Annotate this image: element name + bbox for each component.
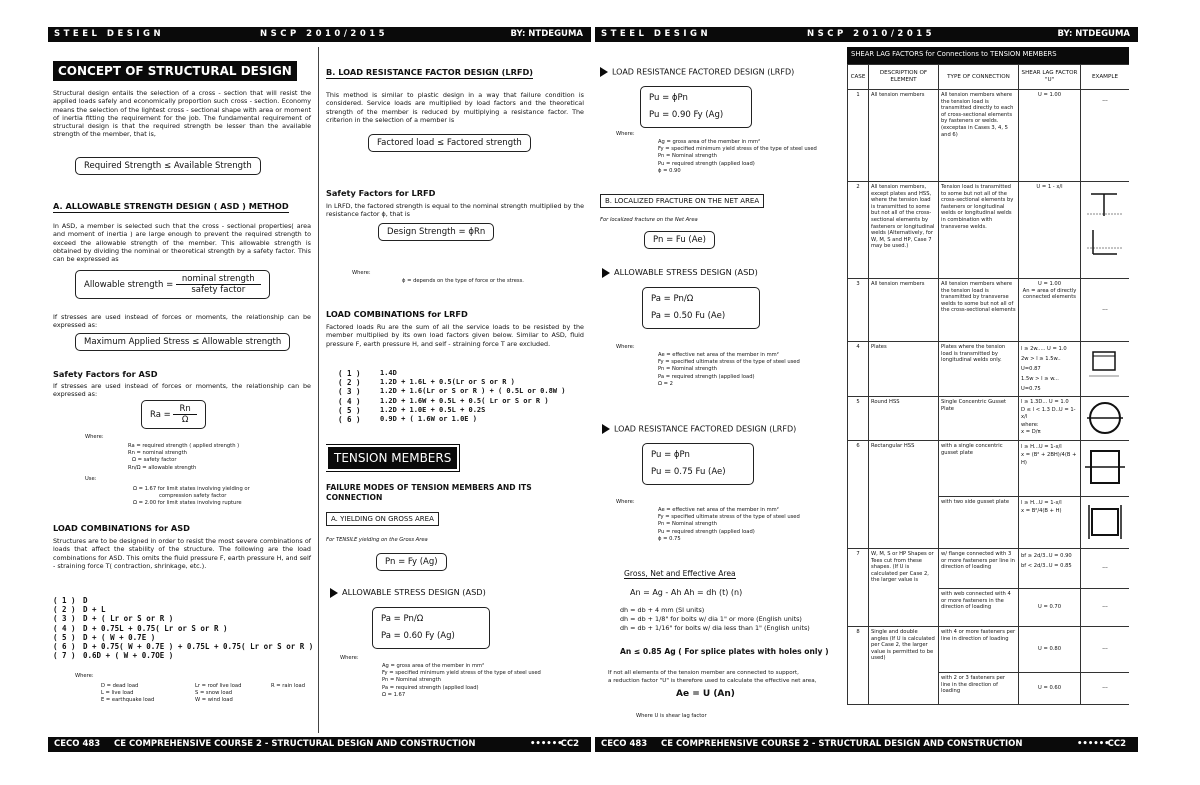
lc-number: ( 6 ) [338,415,361,425]
where-list-1 [658,139,817,175]
where-label: Where: [616,344,635,350]
legend-col-1 [101,683,154,705]
u-cell: l ≥ H...U = 1-x/l x = (B² + 2BH)/4(B + H) [1019,441,1081,497]
example-cell: --- [1081,90,1130,182]
asd-text: In ASD, a member is selected such that the cross - sectional properties( area and moment of inertia ) are large enough to prevent the required strength to exceed the allowable strength of the member. This allowable strength is obtained by dividing the nominal or theoretical strength by a safety factor. This can be expressed as [53,222,311,264]
asd-heading-right [602,267,758,278]
u-note [608,669,816,685]
use-label: Use: [85,476,97,482]
lc-asd-list [83,596,313,660]
description-cell: All tension members [869,279,939,342]
lrfd2-formula-box [642,443,754,485]
lc-item: D + ( W + 0.7E ) [83,632,156,642]
connection-cell: with a single concentric gusset plate [939,441,1019,497]
an-rule: An ≤ 0.85 Ag ( For splice plates with holes only ) [620,647,829,656]
lc-number: ( 5 ) [53,632,76,642]
required-strength-box: Required Strength ≤ Available Strength [75,157,261,175]
failure-modes-heading: FAILURE MODES OF TENSION MEMBERS AND ITS CONNECTION [326,483,532,502]
use-line: Ω = 2.00 for limit states involving rupture [133,500,242,507]
allowable-lhs: Allowable strength = [84,280,174,290]
lrfd1-formula-1: Pu = ϕPn [649,93,688,103]
footer-bar [48,737,591,752]
footer-bar [595,737,1138,752]
yielding-box: A. YIELDING ON GROSS AREA [326,512,439,526]
description-cell: Single and double angles (If U is calculated per Case 2, the larger value is permitted to be used) [869,627,939,705]
sf-lrfd-heading: Safety Factors for LRFD [326,188,436,198]
description-cell: W, M, S or HP Shapes or Tees cut from these shapes. (If U is calculated per Case 2, the larger value is [869,549,939,627]
page-title: CONCEPT OF STRUCTURAL DESIGN [53,61,297,81]
example-cell [1081,497,1130,549]
example-cell [1081,182,1130,279]
where-line: Pn = Nominal strength [658,153,717,160]
table-row [848,549,1130,589]
table-caption: SHEAR LAG FACTORS for Connections to TENSION MEMBERS [847,47,1129,64]
ra-denominator: Ω [181,415,189,425]
arrow-icon [602,424,610,434]
where-list-3 [658,507,800,543]
header-right: BY: NTDEGUMA [1057,29,1130,39]
legend-col-3 [271,683,305,690]
column-fracture [600,51,844,731]
lc-number: ( 3 ) [338,387,361,397]
description-cell: All tension members [869,90,939,182]
asd-heading-text: ALLOWABLE STRESS DESIGN (ASD) [342,587,486,597]
where-line: Pa = required strength (applied load) [382,684,479,691]
where-line: Fy = specified ultimate stress of the type of steel used [658,514,800,521]
legend-item: E = earthquake load [101,697,155,704]
asd-heading-mid [330,587,486,598]
legend-item: S = snow load [195,690,233,697]
allowable-strength-formula [75,270,270,299]
lc-number: ( 3 ) [53,614,76,624]
ra-lhs: Ra = [150,410,171,420]
case-cell: 8 [848,627,869,705]
description-cell: Round HSS [869,397,939,441]
example-cell [1081,342,1130,397]
safety-factors-asd-heading: Safety Factors for ASD [53,369,158,379]
lc-number: ( 4 ) [53,623,76,633]
footer-course-title: CE COMPREHENSIVE COURSE 2 - STRUCTURAL DESIGN AND CONSTRUCTION [114,739,476,749]
where-list [128,443,239,472]
arrow-icon [602,268,610,278]
u-cell: U = 0.60 [1019,673,1081,705]
description-cell: All tension members, except plates and HSS, where the tension load is transmitted to some but not all of the cross-sectional elements by fasteners or longitudinal welds (Alternatively, for W, M, S and HP, Case 7 may be used.) [869,182,939,279]
gne-formula: An = Ag - Ah Ah = dh (t) (n) [630,588,743,597]
lrfd1-heading-text: LOAD RESISTANCE FACTORED DESIGN (LRFD) [612,67,795,77]
sf-lrfd-text: In LRFD, the factored strength is equal to the nominal strength multiplied by the resistance factor ϕ, that is [326,202,584,219]
phi-note: ϕ = depends on the type of force or the stress. [402,278,524,284]
column-header: TYPE OF CONNECTION [939,65,1019,90]
header-center: NSCP 2010/2015 [807,29,936,39]
column-concept [53,51,313,731]
u-note-line: a reduction factor "U" is therefore used to calculate the effective net area, [608,678,817,684]
dh-list [620,606,810,633]
table-row [848,182,1130,279]
connection-cell: with 4 or more fasteners per line in direction of loading [939,627,1019,673]
where-line: Rn/Ω = allowable strength [128,464,197,471]
allowable-numerator: nominal strength [176,274,261,285]
case-cell: 5 [848,397,869,441]
legend-item: W = wind load [195,697,233,704]
case-cell: 1 [848,90,869,182]
lrfd2-heading [602,424,796,434]
case-cell: 7 [848,549,869,627]
u-where: Where U is shear lag factor [636,713,707,719]
example-cell: --- [1081,279,1130,342]
where-line: Fy = specified ultimate stress of the type of steel used [658,359,800,366]
sf-note: If stresses are used instead of forces or moments, the relationship can be expressed as: [53,382,311,399]
asd-heading: A. ALLOWABLE STRENGTH DESIGN ( ASD ) METHOD [53,201,289,211]
u-cell: U = 1 - x/l [1019,182,1081,279]
where-label: Where: [352,270,371,276]
lc-item: D + 0.75( W + 0.7E ) + 0.75L + 0.75( Lr or S or R ) [83,642,313,652]
lc-number: ( 4 ) [338,396,361,406]
asd-right-formula-1: Pa = Pn/Ω [651,294,694,304]
legend-item: L = live load [101,690,134,697]
round-hss-diagram-icon [1083,399,1127,437]
connection-cell: with web connected with 4 or more fasteners in the direction of loading [939,589,1019,627]
where-line: Pu = required strength (applied load) [658,528,755,535]
where-line: Pn = Nominal strength [658,366,717,373]
table-row [848,342,1130,397]
where-line: Ra = required strength ( applied strength ) [128,443,240,449]
ra-numerator: Rn [173,404,196,415]
net-area-box: B. LOCALIZED FRACTURE ON THE NET AREA [600,194,764,208]
shear-lag-section [847,47,1129,731]
table-row [848,397,1130,441]
lc-number: ( 6 ) [53,642,76,652]
example-cell: --- [1081,627,1130,673]
case-cell: 6 [848,441,869,549]
fracture-note: For localized fracture on the Net Area [600,217,698,223]
where-label: Where: [340,655,359,661]
legend-item: R = rain load [271,683,306,689]
arrow-icon [600,67,608,77]
example-cell [1081,441,1130,497]
max-stress-box: Maximum Applied Stress ≤ Allowable strength [75,333,290,351]
where-line: Pu = required strength (applied load) [658,160,755,167]
asd-formula-1: Pa = Pn/Ω [381,614,424,624]
where-line: Pn = Nominal strength [658,521,717,528]
plate-weld-diagram-icon [1083,344,1127,382]
asd-right-formula-box [642,287,760,329]
legend-item: D = dead load [101,683,139,689]
where-line: Rn = nominal strength [128,450,187,457]
column-divider [318,47,319,733]
lc-asd-numbers [53,596,76,660]
column-header: DESCRIPTION OF ELEMENT [869,65,939,90]
lc-number: ( 2 ) [53,605,76,615]
connection-cell: with two side gusset plate [939,497,1019,549]
u-cell: l ≥ 1.3D... U = 1.0 D ≤ l < 1.3 D..U = 1-x/l where: x = D/π [1019,397,1081,441]
column-lrfd [326,51,588,731]
asd-heading-right-text: ALLOWABLE STRESS DESIGN (ASD) [614,267,758,277]
footer-page: CC2 [560,739,579,749]
legend-item: Lr = roof live load [195,683,242,689]
lc-lrfd-numbers [338,369,361,424]
where-label: Where: [616,131,635,137]
lc-asd-heading: LOAD COMBINATIONS for ASD [53,523,190,533]
where-line: Fy = specified minimum yield stress of the type of steel used [658,146,817,153]
footer-dots: •••••• [1077,739,1110,749]
connection-cell: All tension members where the tension load is transmitted directly to each of cross-sectional elements by fasteners or welds. (exceptas in Cases 3, 4, 5 and 6) [939,90,1019,182]
u-cell: l ≥ 2w..... U = 1.0 2w > l ≥ 1.5w.. U=0.87 1.5w > l ≥ w... U=0.75 [1019,342,1081,397]
where-line: Ω = 2 [658,380,673,387]
allowable-fraction [176,274,261,295]
lrfd2-formula-2: Pu = 0.75 Fu (Ae) [651,467,726,477]
footer-course-title: CE COMPREHENSIVE COURSE 2 - STRUCTURAL DESIGN AND CONSTRUCTION [661,739,1023,749]
rect-hss-two-gusset-icon [1083,499,1127,543]
connection-cell: with 2 or 3 fasteners per line in the direction of loading [939,673,1019,705]
lrfd2-formula-1: Pu = ϕPn [651,450,690,460]
where-list-2 [658,352,800,388]
left-page [48,27,591,760]
legend-col-2 [195,683,241,705]
lrfd1-formula-2: Pu = 0.90 Fy (Ag) [649,110,724,120]
footer-page: CC2 [1107,739,1126,749]
where-line: ϕ = 0.75 [658,535,681,542]
dh-line: dh = db + 4 mm (SI units) [620,606,705,614]
lc-item: 1.2D + 1.0E + 0.5L + 0.2S [380,405,486,414]
ra-fraction [173,404,196,425]
lc-lrfd-list [380,369,565,424]
where-line: Ω = safety factor [132,457,177,464]
pn-fy-box: Pn = Fy (Ag) [376,553,447,571]
use-list [133,486,250,508]
lrfd-text: This method is similar to plastic design in a way that failure condition is considered. Service loads are multiplied by load factors and the theoretical strength of the member is reduced by multiplying a resistance factor. The criterion in the selection of a member is [326,91,584,124]
lc-number: ( 1 ) [338,369,361,378]
where-list-mid [382,663,541,699]
design-strength-box: Design Strength = ϕRn [378,223,494,241]
lrfd-heading: B. LOAD RESISTANCE FACTOR DESIGN (LRFD) [326,67,534,77]
lc-item: 1.4D [380,369,397,377]
lc-item: 1.2D + 1.6(Lr or S or R ) + ( 0.5L or 0.8W ) [380,387,566,396]
column-header: EXAMPLE [1081,65,1130,90]
lc-item: 1.2D + 1.6W + 0.5L + 0.5( Lr or S or R ) [380,396,549,405]
yield-note: For TENSILE yielding on the Gross Area [326,537,428,543]
lc-item: D + L [83,605,106,615]
example-cell: --- [1081,589,1130,627]
intro-text: Structural design entails the selection of a cross - section that will resist the applied loads safely and economically proportion such cross - section. Economy means the selection of the lightest cross - sectional shape with area or moment of inertia fitting the requirement for the job. The fundamental requirement of structural design is that the required strength be lesser than the available strength of the member, that is, [53,89,311,139]
table-row [848,279,1130,342]
connection-cell: Plates where the tension load is transmitted by longitudinal welds only. [939,342,1019,397]
column-header: SHEAR LAG FACTOR "U" [1019,65,1081,90]
lc-lrfd-text: Factored loads Ru are the sum of all the service loads to be resisted by the member multiplied by its own load factors given below. Similar to ASD, fluid pressure F, earth pressure H, and self - straining force T are excluded. [326,323,584,348]
header-left: STEEL DESIGN [54,29,165,39]
lc-number: ( 5 ) [338,405,361,415]
footer-dots: •••••• [530,739,563,749]
lc-item: D + ( Lr or S or R ) [83,614,174,624]
where-line: Ω = 1.67 [382,691,406,698]
lc-lrfd-heading: LOAD COMBINATIONS for LRFD [326,309,468,319]
lc-item: 1.2D + 1.6L + 0.5(Lr or S or R ) [380,378,515,387]
table-header-row [848,65,1130,90]
lc-item: 0.9D + ( 1.6W or 1.0E ) [380,415,477,424]
connection-cell: Single Concentric Gusset Plate [939,397,1019,441]
u-cell: U = 0.70 [1019,589,1081,627]
header-left: STEEL DESIGN [601,29,712,39]
header-center: NSCP 2010/2015 [260,29,389,39]
ra-formula [141,400,206,429]
example-cell: --- [1081,549,1130,589]
lc-item: D [83,596,88,605]
footer-course-code: CECO 483 [601,739,648,749]
lc-number: ( 1 ) [53,596,76,605]
u-cell: U = 1.00 An = area of directly connected elements [1019,279,1081,342]
case-cell: 2 [848,182,869,279]
case-cell: 4 [848,342,869,397]
lrfd1-formula-box [640,86,752,128]
rect-hss-single-gusset-icon [1083,443,1127,491]
lrfd2-heading-text: LOAD RESISTANCE FACTORED DESIGN (LRFD) [614,424,797,434]
where-line: Ag = gross area of the member in mm² [658,139,761,145]
where-line: Ae = effective net area of the member in mm² [658,352,779,358]
where-label: Where: [616,499,635,505]
connection-cell: All tension members where the tension load is transmitted by transverse welds to some but not all of the cross-sectional elements [939,279,1019,342]
gne-heading: Gross, Net and Effective Area [624,569,736,578]
u-cell: U = 0.80 [1019,627,1081,673]
use-line: Ω = 1.67 for limit states involving yielding or [133,486,250,492]
description-cell: Plates [869,342,939,397]
example-cell [1081,397,1130,441]
stress-note: If stresses are used instead of forces or moments, the relationship can be expressed as: [53,313,311,330]
where-line: Fy = specified minimum yield stress of the type of steel used [382,670,541,677]
example-cell: --- [1081,673,1130,705]
connection-cell: Tension load is transmitted to some but not all of the cross-sectional elements by fasteners or longitudinal welds or longitudinal welds in combination with transverse welds. [939,182,1019,279]
u-cell: bf ≥ 2d/3..U = 0.90 bf < 2d/3..U = 0.85 [1019,549,1081,589]
lc-item: D + 0.75L + 0.75( Lr or S or R ) [83,623,228,633]
connection-cell: w/ flange connected with 3 or more fasteners per line in direction of loading [939,549,1019,589]
u-note-line: If not all elements of the tension member are connected to support, [608,670,799,676]
u-cell: l ≥ H...U = 1-x/l x = B²/4(B + H) [1019,497,1081,549]
lc-number: ( 7 ) [53,651,76,661]
asd-formula-box [372,607,490,649]
lc-asd-text: Structures are to be designed in order to resist the most severe combinations of loads that affect the stability of the structure. The following are the load combinations for ASD. This omits the fluid pressure F, earth pressure H, and self - straining force T( contraction, shrinkage, etc.). [53,537,311,570]
column-header: CASE [848,65,869,90]
ae-formula: Ae = U (An) [676,689,735,699]
description-cell: Rectangular HSS [869,441,939,549]
lc-number: ( 2 ) [338,378,361,388]
dh-line: dh = db + 1/16" for bolts w/ dia less than 1" (English units) [620,624,810,632]
table-row [848,627,1130,673]
table-row [848,441,1130,497]
asd-right-formula-2: Pa = 0.50 Fu (Ae) [651,311,726,321]
allowable-denominator: safety factor [191,285,246,295]
where-label: Where: [85,434,104,440]
dh-line: dh = db + 1/8" for bolts w/ dia 1" or more (English units) [620,615,802,623]
where-line: Pa = required strength (applied load) [658,373,755,380]
where-line: ϕ = 0.90 [658,167,681,174]
tee-angle-diagram-icon [1083,184,1127,264]
asd-formula-2: Pa = 0.60 Fy (Ag) [381,631,455,641]
use-line: compression safety factor [159,493,227,500]
legend-where: Where: [75,673,94,679]
right-page [595,27,1138,760]
pn-fu-box: Pn = Fu (Ae) [644,231,715,249]
table-row [848,90,1130,182]
header-right: BY: NTDEGUMA [510,29,583,39]
where-line: Ag = gross area of the member in mm² [382,663,485,669]
case-cell: 3 [848,279,869,342]
shear-lag-table [847,64,1129,705]
footer-course-code: CECO 483 [54,739,101,749]
where-line: Ae = effective net area of the member in mm² [658,507,779,513]
u-cell: U = 1.00 [1019,90,1081,182]
header-bar [595,27,1138,42]
arrow-icon [330,588,338,598]
tension-members-title: TENSION MEMBERS [326,445,459,471]
lrfd1-heading [600,67,794,77]
lc-item: 0.6D + ( W + 0.7OE ) [83,651,174,661]
factored-box: Factored load ≤ Factored strength [368,134,531,152]
header-bar [48,27,591,42]
where-line: Pn = Nominal strength [382,677,441,684]
